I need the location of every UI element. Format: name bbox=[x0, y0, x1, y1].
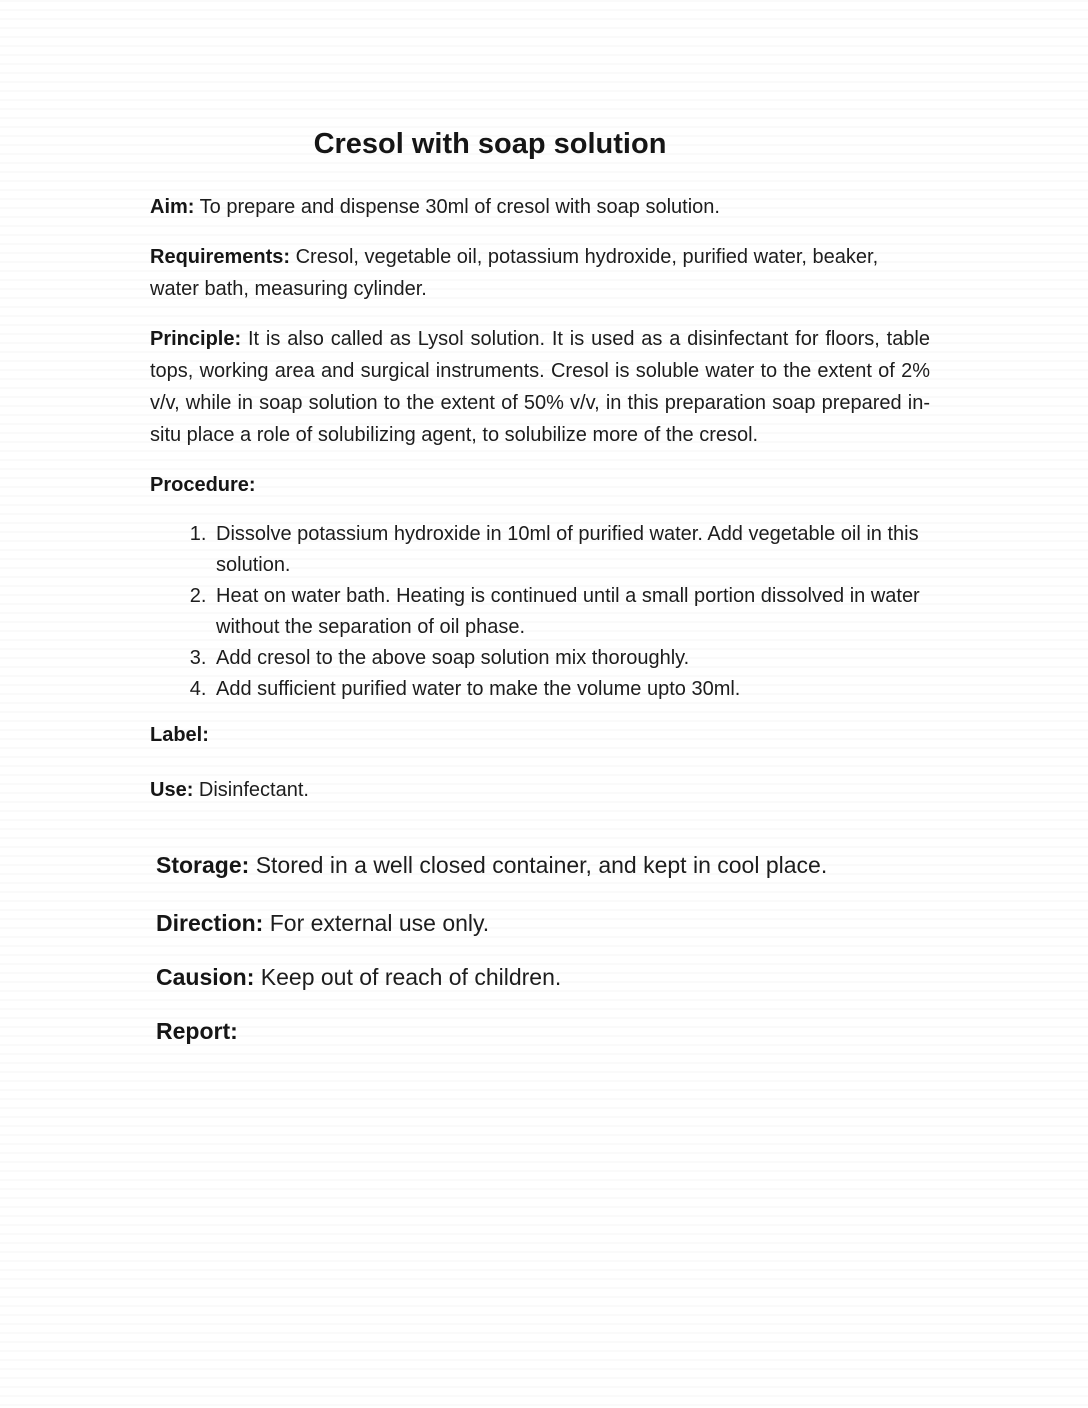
storage-text: Stored in a well closed container, and kept in cool place. bbox=[255, 852, 828, 878]
use-text: Disinfectant. bbox=[198, 779, 309, 801]
storage-section bbox=[150, 848, 930, 882]
label-label: Label: bbox=[150, 724, 209, 746]
procedure-list bbox=[150, 519, 930, 705]
storage-label: Storage: bbox=[156, 852, 250, 878]
document-title: Cresol with soap solution bbox=[313, 128, 667, 160]
procedure-heading bbox=[150, 469, 930, 501]
report-label: Report: bbox=[156, 1018, 238, 1044]
procedure-step: 3. Add cresol to the above soap solution mix thoroughly. bbox=[212, 643, 930, 674]
procedure-step: 2. Heat on water bath. Heating is continued until a small portion dissolved in water without the separation of oil phase. bbox=[212, 581, 930, 643]
requirements-section bbox=[150, 241, 930, 305]
procedure-step: 1. Dissolve potassium hydroxide in 10ml of purified water. Add vegetable oil in this solution. bbox=[212, 519, 930, 581]
aim-label: Aim: bbox=[150, 196, 195, 218]
direction-text: For external use only. bbox=[269, 910, 490, 936]
direction-section bbox=[150, 906, 930, 940]
aim-section bbox=[150, 191, 930, 223]
use-section bbox=[150, 774, 930, 806]
principle-section bbox=[150, 323, 930, 451]
causion-text: Keep out of reach of children. bbox=[260, 964, 562, 990]
requirements-text: Cresol, vegetable oil, potassium hydroxide, purified water, beaker, water bath, measuring cylinder. bbox=[150, 246, 879, 300]
procedure-step: 4. Add sufficient purified water to make the volume upto 30ml. bbox=[212, 674, 930, 705]
causion-label: Causion: bbox=[156, 964, 255, 990]
aim-text: To prepare and dispense 30ml of cresol with soap solution. bbox=[199, 196, 720, 218]
label-section bbox=[150, 719, 930, 751]
report-section bbox=[150, 1014, 930, 1048]
principle-text: It is also called as Lysol solution. It is used as a disinfectant for floors, table tops, working area and surgical instruments. Cresol is soluble water to the extent of 2% v/v, while in soap solution to the extent of 50% v/v, in this preparation soap prepared in-situ place a role of solubilizing agent, to solubilize more of the cresol. bbox=[150, 328, 931, 446]
use-label: Use: bbox=[150, 779, 194, 801]
direction-label: Direction: bbox=[156, 910, 264, 936]
requirements-label: Requirements: bbox=[150, 246, 291, 268]
principle-label: Principle: bbox=[150, 328, 242, 350]
causion-section bbox=[150, 960, 930, 994]
procedure-label: Procedure: bbox=[150, 474, 256, 496]
